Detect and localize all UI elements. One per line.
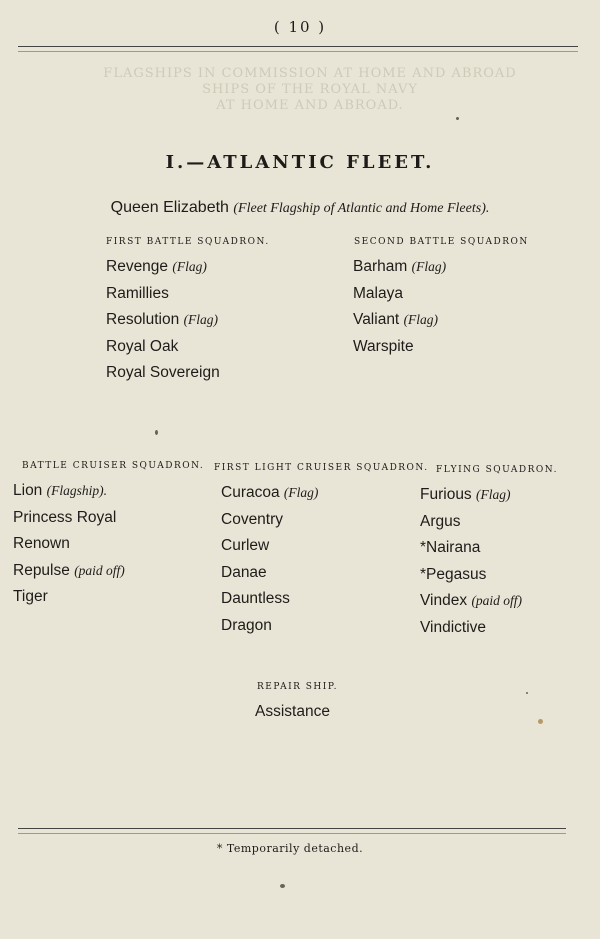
flagship-name: Queen Elizabeth	[110, 199, 229, 216]
flagship-note: (Fleet Flagship of Atlantic and Home Fleets).	[233, 201, 490, 216]
ship-entry	[221, 586, 318, 613]
ship-name: Repulse	[13, 561, 70, 579]
ship-name: Curacoa	[221, 484, 280, 501]
ship-entry	[106, 334, 220, 361]
ship-name: Tiger	[13, 588, 48, 605]
ship-note: (Flag)	[476, 487, 511, 502]
ship-name: Dauntless	[221, 590, 290, 607]
ship-name: Malaya	[353, 284, 403, 302]
first-light-cruiser-squadron-list	[221, 480, 318, 639]
ship-name: Furious	[420, 486, 472, 503]
ship-name: Royal Oak	[106, 337, 179, 355]
ship-entry	[13, 531, 125, 558]
ink-speck	[155, 430, 158, 435]
ship-entry	[106, 307, 220, 334]
fleet-flagship	[0, 199, 600, 217]
ship-entry	[221, 533, 318, 560]
ship-name: Renown	[13, 535, 70, 552]
ship-entry	[106, 254, 220, 281]
ship-entry	[13, 584, 125, 611]
bottom-rule	[18, 828, 566, 829]
ship-name: Curlew	[221, 537, 270, 554]
ship-entry	[221, 613, 318, 640]
ship-name: Valiant	[353, 311, 400, 328]
ship-note: (paid off)	[471, 593, 523, 608]
ship-name: *Nairana	[420, 539, 481, 556]
ship-name: Princess Royal	[13, 508, 117, 526]
ship-name: Vindex	[420, 592, 468, 609]
ship-entry	[221, 507, 318, 534]
ship-name: Barham	[353, 258, 408, 275]
ship-note: (Flag)	[411, 259, 447, 274]
top-rule	[18, 46, 578, 47]
bottom-rule-thin	[18, 833, 566, 834]
ship-note: (Flagship).	[46, 483, 107, 498]
ship-note: (paid off)	[74, 562, 125, 578]
ship-name: Warspite	[353, 337, 414, 355]
battle-cruiser-squadron-list	[13, 478, 125, 611]
ship-note: (Flag)	[183, 312, 219, 327]
first-light-cruiser-squadron-heading: FIRST LIGHT CRUISER SQUADRON.	[214, 463, 429, 473]
ink-speck	[526, 692, 528, 694]
first-battle-squadron-list	[106, 254, 220, 387]
ship-name: Revenge	[106, 258, 169, 275]
ship-entry	[420, 482, 522, 509]
show-through-text: FLAGSHIPS IN COMMISSION AT HOME AND ABROAD SHIPS OF THE ROYAL NAVY AT HOME AND ABROAD.	[103, 66, 517, 113]
ship-entry	[13, 558, 125, 585]
ship-entry	[353, 307, 446, 334]
ship-entry	[106, 360, 220, 387]
ship-entry	[420, 562, 522, 589]
second-battle-squadron-list	[353, 254, 446, 360]
ship-entry	[420, 615, 522, 642]
ship-entry	[420, 509, 522, 536]
ship-entry	[221, 560, 318, 587]
ship-entry	[106, 281, 220, 308]
second-battle-squadron-heading: SECOND BATTLE SQUADRON	[354, 237, 529, 247]
repair-ship-heading: REPAIR SHIP.	[257, 682, 338, 692]
ship-name: Ramillies	[106, 284, 169, 302]
ship-name: Dragon	[221, 616, 272, 634]
ship-entry	[353, 334, 446, 361]
ink-speck	[456, 117, 459, 120]
ship-note: (Flag)	[403, 312, 439, 327]
ship-name: Royal Sovereign	[106, 364, 220, 381]
ship-entry	[420, 588, 522, 615]
ship-name: Vindictive	[420, 618, 487, 636]
ink-speck	[280, 884, 285, 888]
ship-name: Coventry	[221, 510, 284, 528]
ship-entry	[13, 505, 125, 532]
first-battle-squadron-heading: FIRST BATTLE SQUADRON.	[106, 237, 270, 247]
ship-entry	[221, 480, 318, 507]
ship-entry	[255, 699, 330, 726]
ship-note: (Flag)	[172, 259, 207, 274]
ship-entry	[353, 254, 446, 281]
ink-speck	[538, 719, 543, 724]
ship-name: Assistance	[255, 703, 330, 720]
ship-name: *Pegasus	[420, 565, 487, 583]
ship-entry	[13, 478, 125, 505]
top-rule-thin	[18, 51, 578, 52]
battle-cruiser-squadron-heading: BATTLE CRUISER SQUADRON.	[22, 461, 205, 471]
footnote: * Temporarily detached.	[216, 842, 364, 855]
section-title: I.—ATLANTIC FLEET.	[165, 152, 435, 173]
page-number: ( 10 )	[273, 18, 327, 36]
ship-name: Argus	[420, 512, 461, 530]
repair-ship-list	[255, 699, 330, 726]
ship-entry	[420, 535, 522, 562]
ship-name: Lion	[13, 482, 43, 499]
ship-note: (Flag)	[283, 485, 319, 500]
flying-squadron-list	[420, 482, 522, 641]
ship-entry	[353, 281, 446, 308]
flying-squadron-heading: FLYING SQUADRON.	[436, 465, 558, 475]
ship-name: Resolution	[106, 311, 180, 328]
ship-name: Danae	[221, 563, 267, 581]
